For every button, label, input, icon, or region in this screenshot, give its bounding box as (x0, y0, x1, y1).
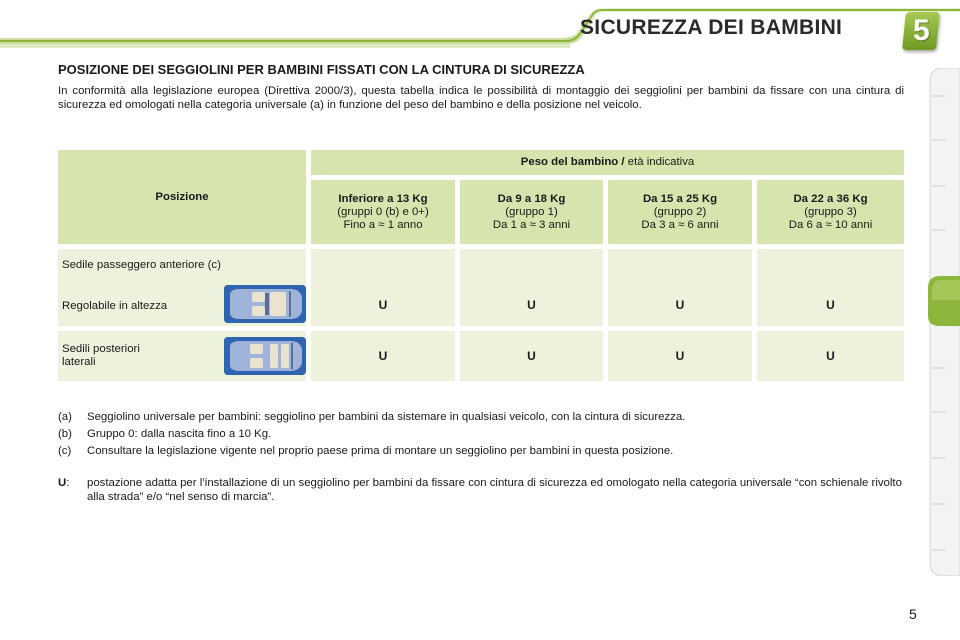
weight-column-header (460, 180, 603, 244)
page-number: 5 (909, 606, 917, 622)
column-group: (gruppo 1) (505, 205, 558, 218)
weight-header-bold: Peso del bambino / (520, 156, 625, 168)
legend-text: postazione adatta per l’installazione di un seggiolino per bambini da fissare con cintura di sicurezza ed omologato nella categoria universale “con schienale rivolto alla strada” e/o “nel senso di marcia”. (87, 477, 902, 503)
column-title: Inferiore a 13 Kg (338, 192, 428, 205)
position-header-cell (58, 150, 306, 244)
footnote-text: Seggiolino universale per bambini: seggiolino per bambini da sistemare in qualsiasi veicolo, con la cintura di sicurezza. (87, 411, 686, 423)
column-group: (gruppo 3) (804, 205, 857, 218)
car-seat-diagram-icon (224, 285, 306, 323)
chapter-tab-rail (928, 68, 960, 576)
cell-value: U (826, 348, 835, 363)
car-seat-diagram-icon (224, 337, 306, 375)
column-title: Da 9 a 18 Kg (497, 192, 566, 205)
chapter-badge (902, 12, 940, 50)
row-label: Sedili posteriori (62, 343, 140, 355)
cell-value: U (527, 298, 536, 312)
cell-value: U (378, 298, 388, 312)
row-sublabel: laterali (62, 356, 96, 368)
position-header: Posizione (155, 190, 209, 203)
column-group: (gruppo 2) (653, 205, 707, 218)
weight-column-header (757, 180, 904, 244)
weight-header-cell (311, 150, 904, 175)
intro-paragraph: In conformità alla legislazione europea (Direttiva 2000/3), questa tabella indica le possibilità di montaggio dei seggiolini per bambini da fissare con una cintura di sicurezza ed omologati nella categoria universale (a) in funzione del peso del bambino e della posizione nel veicolo. (58, 85, 904, 111)
cell-value: U (527, 348, 536, 363)
footnote (58, 427, 908, 441)
tab-rail-graphic (928, 68, 960, 576)
table-cell (757, 331, 904, 381)
column-title: Da 15 a 25 Kg (642, 192, 718, 205)
table-cell (460, 249, 603, 326)
chapter-number: 5 (912, 14, 930, 47)
weight-header-rest: età indicativa (624, 156, 695, 168)
weight-column-header (608, 180, 752, 244)
footnote-text: Consultare la legislazione vigente nel proprio paese prima di montare un seggiolino per bambini in questa posizione. (87, 445, 674, 457)
cell-value: U (826, 298, 835, 312)
weight-column-header (311, 180, 455, 244)
cell-value: U (675, 298, 685, 312)
column-age: Da 1 a ≈ 3 anni (492, 218, 571, 231)
column-age: Fino a ≈ 1 anno (343, 218, 423, 231)
legend-key: U: (58, 477, 70, 489)
column-title: Da 22 a 36 Kg (793, 192, 868, 205)
footnote-key: (c) (58, 445, 72, 457)
cell-value: U (675, 348, 685, 363)
table-cell (608, 249, 752, 326)
table-cell (311, 331, 455, 381)
table-cell (311, 249, 455, 326)
table-cell (757, 249, 904, 326)
column-group: (gruppi 0 (b) e 0+) (337, 205, 429, 218)
footnote-key: (b) (58, 428, 72, 440)
footnote-key: (a) (58, 411, 72, 423)
footnote (58, 444, 908, 458)
table-cell (608, 331, 752, 381)
column-age: Da 6 a ≈ 10 anni (788, 218, 873, 231)
section-title: POSIZIONE DEI SEGGIOLINI PER BAMBINI FISSATI CON LA CINTURA DI SICUREZZA (58, 62, 585, 77)
page-title: SICUREZZA DEI BAMBINI (580, 16, 843, 39)
row-sublabel: Regolabile in altezza (62, 300, 168, 312)
footnote-text: Gruppo 0: dalla nascita fino a 10 Kg. (87, 428, 272, 440)
row-label: Sedile passeggero anteriore (c) (62, 259, 221, 271)
table-cell (460, 331, 603, 381)
column-age: Da 3 a ≈ 6 anni (641, 218, 719, 231)
cell-value: U (378, 348, 388, 363)
legend-note (58, 476, 908, 506)
footnote (58, 410, 908, 424)
